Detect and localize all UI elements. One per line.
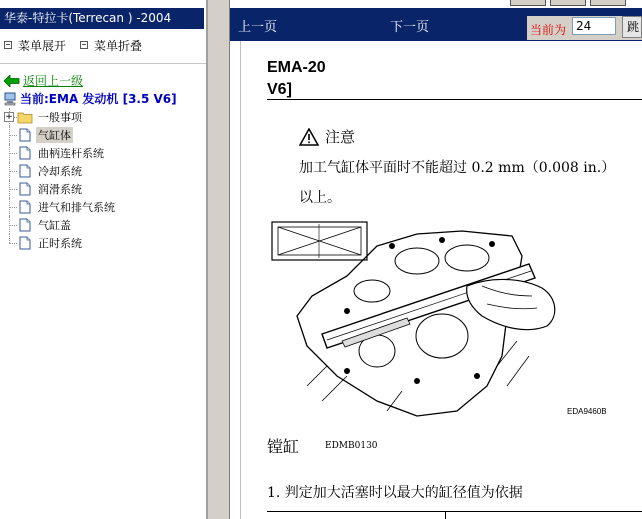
go-to-page-button[interactable]: 跳 xyxy=(622,16,642,38)
current-location-label: 当前:EMA 发动机 [3.5 V6] xyxy=(20,92,177,106)
document-icon xyxy=(19,146,31,160)
menu-square-icon xyxy=(4,41,12,49)
menu-expand-button[interactable] xyxy=(4,37,66,54)
tree-item-cylinder-block[interactable] xyxy=(3,126,203,144)
content-panel xyxy=(230,0,642,519)
tree-item-label: 气缸盖 xyxy=(38,219,71,232)
table-top-rule xyxy=(267,511,642,512)
document-icon xyxy=(19,218,31,232)
document-title-line2: V6] xyxy=(267,81,292,98)
tree-item-label: 气缸体 xyxy=(38,129,71,142)
window-button-stub[interactable] xyxy=(510,0,546,6)
current-location xyxy=(4,90,177,107)
tree-item-label: 一般事项 xyxy=(38,111,82,124)
caution-label: 注意 xyxy=(325,128,356,146)
tree-item-general[interactable] xyxy=(3,108,203,126)
page-jump-box xyxy=(527,16,642,40)
divider xyxy=(0,63,206,64)
tree-item-lubrication[interactable] xyxy=(3,180,203,198)
folder-icon xyxy=(17,111,33,124)
table-column-divider xyxy=(445,511,446,519)
document-title-line1: EMA-20 xyxy=(267,59,326,76)
section-code: EDMB0130 xyxy=(325,441,378,451)
cylinder-block-flatness-illustration xyxy=(267,216,567,426)
caution-heading xyxy=(299,126,355,147)
tree-item-label: 正时系统 xyxy=(38,237,82,250)
previous-page-button[interactable]: 上一页 xyxy=(238,20,278,35)
computer-icon xyxy=(4,92,16,106)
document-icon xyxy=(19,182,31,196)
caution-text-line2: 以上。 xyxy=(299,190,341,206)
back-link[interactable] xyxy=(4,72,83,89)
tree-item-label: 润滑系统 xyxy=(38,183,82,196)
tree-item-label: 曲柄连杆系统 xyxy=(38,147,104,160)
menu-toolbar xyxy=(4,37,156,53)
tree-item-cooling[interactable] xyxy=(3,162,203,180)
green-back-arrow-icon xyxy=(4,75,20,87)
caution-text-line1: 加工气缸体平面时不能超过 0.2 mm（0.008 in.） xyxy=(299,160,616,176)
left-panel xyxy=(0,0,206,519)
menu-expand-label: 菜单展开 xyxy=(18,38,67,53)
next-page-button[interactable]: 下一页 xyxy=(390,20,430,35)
left-panel-title: 华泰-特拉卡(Terrecan ) -2004 xyxy=(0,8,204,29)
figure-code: EDA9460B xyxy=(567,407,607,416)
document-icon xyxy=(19,164,31,178)
warning-triangle-icon xyxy=(299,128,319,146)
page-number-input[interactable] xyxy=(572,17,616,35)
document-icon xyxy=(19,200,31,214)
procedure-step: 1. 判定加大活塞时以最大的缸径值为依据 xyxy=(267,485,523,501)
tree-item-crank-system[interactable] xyxy=(3,144,203,162)
header-rule xyxy=(267,99,642,100)
pane-splitter[interactable] xyxy=(208,0,230,519)
navigation-tree xyxy=(3,108,203,252)
menu-collapse-button[interactable] xyxy=(80,37,142,54)
tree-item-cylinder-head[interactable] xyxy=(3,216,203,234)
page-toolbar xyxy=(230,8,642,41)
menu-collapse-label: 菜单折叠 xyxy=(94,38,143,53)
expand-plus-icon[interactable]: + xyxy=(5,112,13,122)
tree-item-label: 冷却系统 xyxy=(38,165,82,178)
window-button-stub[interactable] xyxy=(590,0,626,6)
window-button-stub[interactable] xyxy=(550,0,586,6)
tree-item-timing[interactable] xyxy=(3,234,203,252)
document-icon xyxy=(19,236,31,250)
document-page xyxy=(240,41,642,519)
menu-square-icon xyxy=(80,41,88,49)
back-link-label: 返回上一级 xyxy=(23,74,84,88)
tree-item-label: 进气和排气系统 xyxy=(38,201,115,214)
document-icon xyxy=(19,128,31,142)
tree-item-intake-exhaust[interactable] xyxy=(3,198,203,216)
section-title: 镗缸 xyxy=(267,437,300,456)
current-page-label: 当前为 xyxy=(530,23,567,37)
